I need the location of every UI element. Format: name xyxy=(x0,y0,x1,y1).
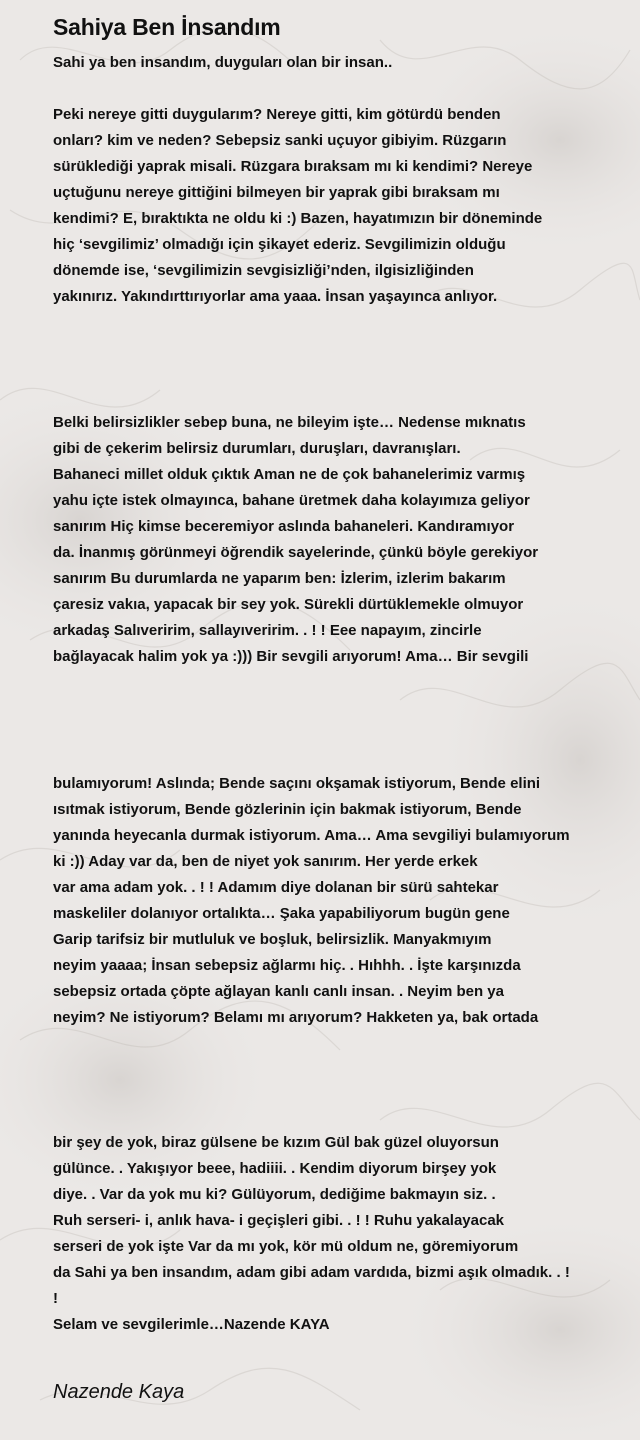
poem-line: neyim? Ne istiyorum? Belamı mı arıyorum? Hakketen ya, bak ortada xyxy=(53,1009,539,1026)
poem-line: diye. . Var da yok mu ki? Gülüyorum, dediğime bakmayın siz. . xyxy=(53,1186,496,1203)
poem-line: neyim yaaaa; İnsan sebepsiz ağlarmı hiç. . Hıhhh. . İşte karşınızda xyxy=(53,957,521,974)
poem-line: yakınırız. Yakındırttırıyorlar ama yaaa. İnsan yaşayınca anlıyor. xyxy=(53,288,498,305)
poem-line: da Sahi ya ben insandım, adam gibi adam vardıda, bizmi aşık olmadık. . ! xyxy=(53,1264,570,1281)
poem-line: sürüklediği yaprak misali. Rüzgara bıraksam mı ki kendimi? Nereye xyxy=(53,158,533,175)
poem-line: yahu içte istek olmayınca, bahane üretmek daha kolayımıza geliyor xyxy=(53,492,530,509)
poem-line: onları? kim ve neden? Sebepsiz sanki uçuyor gibiyim. Rüzgarın xyxy=(53,132,507,149)
poem-line: Peki nereye gitti duygularım? Nereye gitti, kim götürdü benden xyxy=(53,106,501,123)
poem-line: Selam ve sevgilerimle…Nazende KAYA xyxy=(53,1316,330,1333)
poem-line: ! xyxy=(53,1290,58,1307)
poem-line: Bahaneci millet olduk çıktık Aman ne de çok bahanelerimiz varmış xyxy=(53,466,526,483)
poem-stanza-2 xyxy=(53,410,623,670)
poem-line: gülünce. . Yakışıyor beee, hadiiii. . Kendim diyorum birşey yok xyxy=(53,1160,497,1177)
poem-line: var ama adam yok. . ! ! Adamım diye dolanan bir sürü sahtekar xyxy=(53,879,499,896)
poem-line: ısıtmak istiyorum, Bende gözlerinin için bakmak istiyorum, Bende xyxy=(53,801,522,818)
poem-line: uçtuğunu nereye gittiğini bilmeyen bir yaprak gibi bıraksam mı xyxy=(53,184,500,201)
poem-title: Sahiya Ben İnsandım xyxy=(53,14,281,40)
poem-line: maskeliler dolanıyor ortalıkta… Şaka yapabiliyorum bugün gene xyxy=(53,905,510,922)
poem-line: çaresiz vakıa, yapacak bir sey yok. Sürekli dürtüklemekle olmuyor xyxy=(53,596,524,613)
poem-line: Sahi ya ben insandım, duyguları olan bir insan.. xyxy=(53,54,393,71)
poem-line: yanında heyecanla durmak istiyorum. Ama… Ama sevgiliyi bulamıyorum xyxy=(53,827,570,844)
poem-line: serseri de yok işte Var da mı yok, kör mü oldum ne, göremiyorum xyxy=(53,1238,519,1255)
poem-line: kendimi? E, bıraktıkta ne oldu ki :) Bazen, hayatımızın bir döneminde xyxy=(53,210,543,227)
poem-line: sanırım Hiç kimse beceremiyor aslında bahaneleri. Kandıramıyor xyxy=(53,518,515,535)
poem-line: bağlayacak halim yok ya :))) Bir sevgili arıyorum! Ama… Bir sevgili xyxy=(53,648,529,665)
poem-line: bulamıyorum! Aslında; Bende saçını okşamak istiyorum, Bende elini xyxy=(53,775,541,792)
poem-stanza-3 xyxy=(53,771,623,1031)
poem-line: hiç ‘sevgilimiz’ olmadığı için şikayet ederiz. Sevgilimizin olduğu xyxy=(53,236,506,253)
poem-line: arkadaş Salıveririm, sallayıveririm. . ! ! Eee napayım, zincirle xyxy=(53,622,482,639)
poem-line: dönemde ise, ‘sevgilimizin sevgisizliği’nden, ilgisizliğinden xyxy=(53,262,474,279)
poem-line: Garip tarifsiz bir mutluluk ve boşluk, belirsizlik. Manyakmıyım xyxy=(53,931,492,948)
poem-stanza-4 xyxy=(53,1130,623,1338)
poem-line: sebepsiz ortada çöpte ağlayan kanlı canlı insan. . Neyim ben ya xyxy=(53,983,504,1000)
poem-line: da. İnanmış görünmeyi öğrendik sayelerinde, çünkü böyle gerekiyor xyxy=(53,544,539,561)
poem-line: Ruh serseri- i, anlık hava- i geçişleri gibi. . ! ! Ruhu yakalayacak xyxy=(53,1212,505,1229)
poem-author: Nazende Kaya xyxy=(53,1381,185,1403)
poem-line: Belki belirsizlikler sebep buna, ne bileyim işte… Nedense mıknatıs xyxy=(53,414,526,431)
poem-line-blank xyxy=(53,76,623,102)
poem-line: gibi de çekerim belirsiz durumları, duruşları, davranışları. xyxy=(53,440,461,457)
poem-line: sanırım Bu durumlarda ne yaparım ben: İzlerim, izlerim bakarım xyxy=(53,570,506,587)
poem-line: ki :)) Aday var da, ben de niyet yok sanırım. Her yerde erkek xyxy=(53,853,478,870)
poem-line: bir şey de yok, biraz gülsene be kızım Gül bak güzel oluyorsun xyxy=(53,1134,499,1151)
poem-stanza-1 xyxy=(53,50,623,310)
